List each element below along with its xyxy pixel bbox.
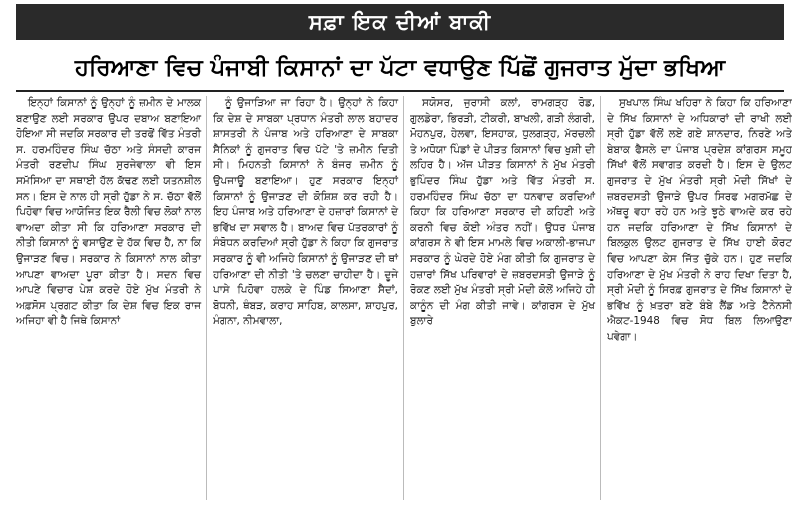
article-column-3 bbox=[410, 96, 601, 500]
section-banner: ਸਫ਼ਾ ਇਕ ਦੀਆਂ ਬਾਕੀ bbox=[16, 4, 784, 40]
article-column-1 bbox=[16, 96, 207, 500]
headline-divider bbox=[16, 90, 784, 92]
article-headline: ਹਰਿਆਣਾ ਵਿਚ ਪੰਜਾਬੀ ਕਿਸਾਨਾਂ ਦਾ ਪੱਟਾ ਵਧਾਉਣ ਪਿੱਛੋਂ ਗੁਜਰਾਤ ਮੁੱਦਾ ਭਖਿਆ bbox=[74, 55, 726, 81]
article-column-2 bbox=[213, 96, 404, 500]
article-column-4 bbox=[607, 96, 792, 500]
article-body bbox=[16, 96, 792, 500]
column-text: ਨੂੰ ਉਜਾੜਿਆ ਜਾ ਰਿਹਾ ਹੈ। ਉਨ੍ਹਾਂ ਨੇ ਕਿਹਾ ਕਿ ਦੇਸ਼ ਦੇ ਸਾਬਕਾ ਪ੍ਰਧਾਨ ਮੰਤਰੀ ਲਾਲ ਬਹਾਦਰ ਸ਼ਾਸਤਰੀ ਨੇ ਪੰਜਾਬ ਅਤੇ ਹਰਿਆਣਾ ਦੇ ਸਾਬਕਾ ਸੈਨਿਕਾਂ ਨੂੰ ਗੁਜਰਾਤ ਵਿਚ ਪੱਟੇ 'ਤੇ ਜ਼ਮੀਨ ਦਿਤੀ ਸੀ। ਮਿਹਨਤੀ ਕਿਸਾਨਾਂ ਨੇ ਬੰਜਰ ਜ਼ਮੀਨ ਨੂੰ ਉਪਜਾਊ ਬਣਾਇਆ। ਹੁਣ ਸਰਕਾਰ ਇਨ੍ਹਾਂ ਕਿਸਾਨਾਂ ਨੂੰ ਉਜਾੜਣ ਦੀ ਕੋਸ਼ਿਸ਼ ਕਰ ਰਹੀ ਹੈ। ਇਹ ਪੰਜਾਬ ਅਤੇ ਹਰਿਆਣਾ ਦੇ ਹਜ਼ਾਰਾਂ ਕਿਸਾਨਾਂ ਦੇ ਭਵਿੱਖ ਦਾ ਸਵਾਲ ਹੈ। ਬਾਅਦ ਵਿਚ ਪੱਤਰਕਾਰਾਂ ਨੂੰ ਸੰਬੋਧਨ ਕਰਦਿਆਂ ਸ੍ਰੀ ਹੁੱਡਾ ਨੇ ਕਿਹਾ ਕਿ ਗੁਜਰਾਤ ਸਰਕਾਰ ਨੂੰ ਵੀ ਅਜਿਹੇ ਕਿਸਾਨਾਂ ਨੂੰ ਉਜਾੜਣ ਦੀ ਥਾਂ ਹਰਿਆਣਾ ਦੀ ਨੀਤੀ 'ਤੇ ਚਲਣਾ ਚਾਹੀਦਾ ਹੈ। ਦੂਜੇ ਪਾਸੇ ਪਿਹੋਵਾ ਹਲਕੇ ਦੇ ਪਿੰਡ ਸਿਆਣਾ ਸੈਦਾਂ, ਬੋਧਨੀ, ਥੰਬੜ, ਕਰਾਹ ਸਾਹਿਬ, ਕਾਲਸਾ, ਸ਼ਾਹਪੁਰ, ਮੰਗਨਾ, ਨੀਮਵਾਲਾ, bbox=[213, 97, 398, 328]
column-text: ਸੁਖਪਾਲ ਸਿੰਘ ਖਹਿਰਾ ਨੇ ਕਿਹਾ ਕਿ ਹਰਿਆਣਾ ਦੇ ਸਿੱਖ ਕਿਸਾਨਾਂ ਦੇ ਅਧਿਕਾਰਾਂ ਦੀ ਰਾਖੀ ਲਈ ਸ੍ਰੀ ਹੁੱਡਾ ਵੱਲੋਂ ਲਏ ਗਏ ਸ਼ਾਨਦਾਰ, ਨਿਰਣੇ ਅਤੇ ਬੇਬਾਕ ਫੈਸਲੇ ਦਾ ਪੰਜਾਬ ਪ੍ਰਦੇਸ਼ ਕਾਂਗਰਸ ਸਮੂਹ ਸਿੱਖਾਂ ਵੱਲੋਂ ਸਵਾਗਤ ਕਰਦੀ ਹੈ। ਇਸ ਦੇ ਉਲਟ ਗੁਜਰਾਤ ਦੇ ਮੁੱਖ ਮੰਤਰੀ ਸ੍ਰੀ ਮੋਦੀ ਸਿੱਖਾਂ ਦੇ ਜ਼ਬਰਦਸਤੀ ਉਜਾੜੇ ਉਪਰ ਸਿਰਫ ਮਗਰਮੱਛ ਦੇ ਅੱਥਰੂ ਵਹਾ ਰਹੇ ਹਨ ਅਤੇ ਝੂਠੇ ਵਾਅਦੇ ਕਰ ਰਹੇ ਹਨ ਜਦਕਿ ਹਰਿਆਣਾ ਦੇ ਸਿੱਖ ਕਿਸਾਨਾਂ ਦੇ ਬਿਲਕੁਲ ਉਲਟ ਗੁਜਰਾਤ ਦੇ ਸਿੱਖ ਹਾਈ ਕੋਰਟ ਵਿਚ ਆਪਣਾ ਕੇਸ ਜਿੱਤ ਚੁੱਕੇ ਹਨ। ਹੁਣ ਜਦਕਿ ਹਰਿਆਣਾ ਦੇ ਮੁੱਖ ਮੰਤਰੀ ਨੇ ਰਾਹ ਦਿਖਾ ਦਿਤਾ ਹੈ, ਸ੍ਰੀ ਮੋਦੀ ਨੂੰ ਸਿਰਫ਼ ਗੁਜਰਾਤ ਦੇ ਸਿੱਖ ਕਿਸਾਨਾਂ ਦੇ ਭਵਿੱਖ ਨੂੰ ਖ਼ਤਰਾ ਬਣੇ ਬੰਬੇ ਲੈਂਡ ਅਤੇ ਟੈਨੇਨਸੀ ਐਕਟ-1948 ਵਿਚ ਸੋਧ ਬਿਲ ਲਿਆਉਣਾ ਪਵੇਗਾ। bbox=[607, 97, 792, 343]
column-text: ਸਯੋਸਰ, ਜੁਰਾਸੀ ਕਲਾਂ, ਰਾਮਗੜ੍ਹ ਰੋਡ, ਗੁਲਡੇਰਾ, ਭਿਰੜੀ, ਟੀਕਰੀ, ਬਾਖਲੀ, ਗੜੀ ਲੰਗਰੀ, ਮੋਹਨਪੁਰ, ਹੇਲਵਾ, ਇਸਹਾਕ, ਧੁਲਗੜ੍ਹ, ਮੱਰਚਲੀ ਤੇ ਅਧੋਯਾ ਪਿੰਡਾਂ ਦੇ ਪੀੜਤ ਕਿਸਾਨਾਂ ਵਿਚ ਖੁਸ਼ੀ ਦੀ ਲਹਿਰ ਹੈ। ਅੱਜ ਪੀੜਤ ਕਿਸਾਨਾਂ ਨੇ ਮੁੱਖ ਮੰਤਰੀ ਭੁਪਿੰਦਰ ਸਿੰਘ ਹੁੱਡਾ ਅਤੇ ਵਿੱਤ ਮੰਤਰੀ ਸ. ਹਰਮਹਿੰਦਰ ਸਿੰਘ ਚੱਠਾ ਦਾ ਧਨਵਾਦ ਕਰਦਿਆਂ ਕਿਹਾ ਕਿ ਹਰਿਆਣਾ ਸਰਕਾਰ ਦੀ ਕਹਿਣੀ ਅਤੇ ਕਰਨੀ ਵਿਚ ਕੋਈ ਅੰਤਰ ਨਹੀਂ। ਉਧਰ ਪੰਜਾਬ ਕਾਂਗਰਸ ਨੇ ਵੀ ਇਸ ਮਾਮਲੇ ਵਿਚ ਅਕਾਲੀ-ਭਾਜਪਾ ਸਰਕਾਰ ਨੂੰ ਘੇਰਦੇ ਹੋਏ ਮੰਗ ਕੀਤੀ ਕਿ ਗੁਜਰਾਤ ਦੇ ਹਜ਼ਾਰਾਂ ਸਿੱਖ ਪਰਿਵਾਰਾਂ ਦੇ ਜ਼ਬਰਦਸਤੀ ਉਜਾੜੇ ਨੂੰ ਰੋਕਣ ਲਈ ਮੁੱਖ ਮੰਤਰੀ ਸ੍ਰੀ ਮੋਦੀ ਕੋਲੋਂ ਅਜਿਹੇ ਹੀ ਕਾਨੂੰਨ ਦੀ ਮੰਗ ਕੀਤੀ ਜਾਵੇ। ਕਾਂਗਰਸ ਦੇ ਮੁੱਖ ਬੁਲਾਰੇ bbox=[410, 97, 595, 328]
column-text: ਇਨ੍ਹਾਂ ਕਿਸਾਨਾਂ ਨੂੰ ਉਨ੍ਹਾਂ ਨੂੰ ਜ਼ਮੀਨ ਦੇ ਮਾਲਕ ਬਣਾਉਣ ਲਈ ਸਰਕਾਰ ਉਪਰ ਦਬਾਅ ਬਣਾਇਆ ਹੋਇਆ ਸੀ ਜਦਕਿ ਸਰਕਾਰ ਦੀ ਤਰਫੋਂ ਵਿੱਤ ਮੰਤਰੀ ਸ. ਹਰਮਹਿੰਦਰ ਸਿੰਘ ਚੱਠਾ ਅਤੇ ਸੰਸਦੀ ਕਾਰਜ ਮੰਤਰੀ ਰਣਦੀਪ ਸਿੰਘ ਸੁਰਜੇਵਾਲਾ ਵੀ ਇਸ ਸਮੱਸਿਆ ਦਾ ਸਥਾਈ ਹੱਲ ਕੱਢਣ ਲਈ ਯਤਨਸ਼ੀਲ ਸਨ। ਇਸ ਦੇ ਨਾਲ ਹੀ ਸ੍ਰੀ ਹੁੱਡਾ ਨੇ ਸ. ਚੱਠਾ ਵੱਲੋਂ ਪਿਹੋਵਾ ਵਿਚ ਆਯੋਜਿਤ ਇਕ ਰੈਲੀ ਵਿਚ ਲੋਕਾਂ ਨਾਲ ਵਾਅਦਾ ਕੀਤਾ ਸੀ ਕਿ ਹਰਿਆਣਾ ਸਰਕਾਰ ਦੀ ਨੀਤੀ ਕਿਸਾਨਾਂ ਨੂੰ ਵਸਾਉਣ ਦੇ ਹੱਕ ਵਿਚ ਹੈ, ਨਾ ਕਿ ਉਜਾੜਣ ਵਿਚ। ਸਰਕਾਰ ਨੇ ਕਿਸਾਨਾਂ ਨਾਲ ਕੀਤਾ ਆਪਣਾ ਵਾਅਦਾ ਪੂਰਾ ਕੀਤਾ ਹੈ। ਸਦਨ ਵਿਚ ਆਪਣੇ ਵਿਚਾਰ ਪੇਸ਼ ਕਰਦੇ ਹੋਏ ਮੁੱਖ ਮੰਤਰੀ ਨੇ ਅਫ਼ਸੋਸ ਪ੍ਰਗਟ ਕੀਤਾ ਕਿ ਦੇਸ਼ ਵਿਚ ਇਕ ਰਾਜ ਅਜਿਹਾ ਵੀ ਹੈ ਜਿਥੇ ਕਿਸਾਨਾਂ bbox=[16, 97, 201, 328]
